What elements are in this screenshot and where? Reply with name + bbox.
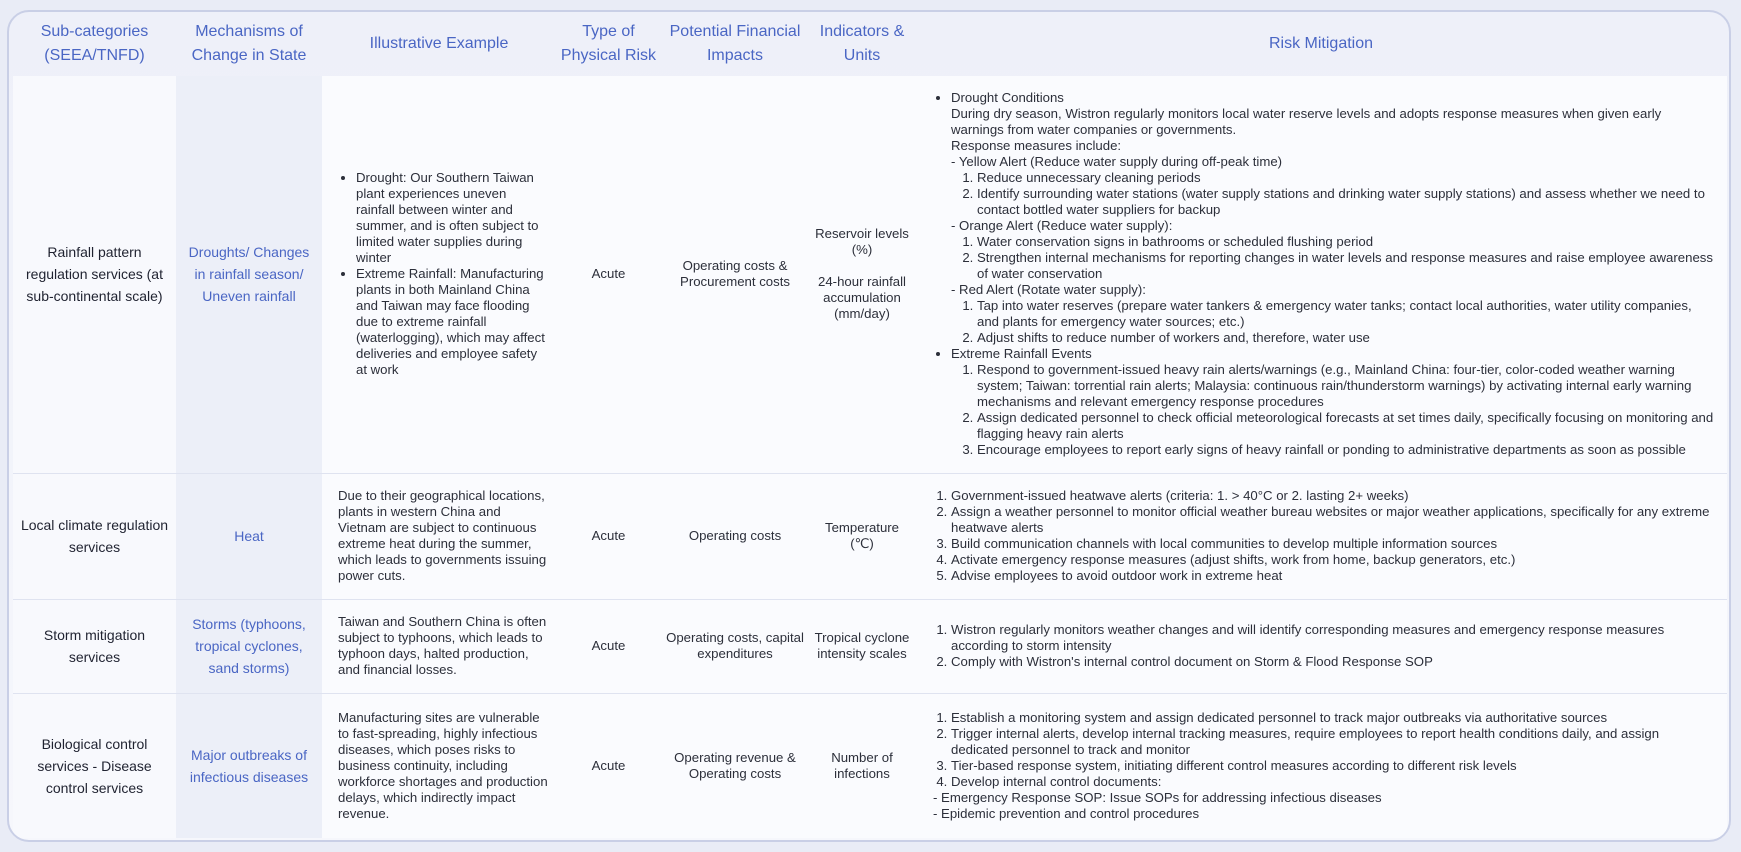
list-item <box>951 346 1717 458</box>
indicators-cell: Temperature (℃) <box>809 473 915 599</box>
table-row <box>13 693 1727 838</box>
list-item: 2. Assign dedicated personnel to check official meteorological forecasts at set times daily, specifically focusing on monitoring and flagging heavy rain alerts <box>977 410 1717 442</box>
mechanism-cell: Heat <box>176 473 322 599</box>
mitigation-cell <box>915 76 1727 473</box>
mitigation-cell <box>915 599 1727 693</box>
example-cell <box>322 76 556 473</box>
alert-measures <box>951 170 1717 218</box>
header-example: Illustrative Example <box>369 35 509 52</box>
rain-measures <box>951 362 1717 458</box>
subcategory-cell: Biological control services - Disease control services <box>13 693 176 838</box>
mitigation-list <box>933 488 1717 584</box>
risk-table <box>13 12 1727 838</box>
list-item: 1. Wistron regularly monitors weather changes and will identify corresponding measures and emergency response measures according to storm intensity <box>951 622 1717 654</box>
mitigation-text: Response measures include: <box>951 138 1122 154</box>
list-subitem: - Emergency Response SOP: Issue SOPs for addressing infectious diseases <box>933 789 1382 805</box>
alert-measures <box>951 234 1717 282</box>
subcategory-cell: Storm mitigation services <box>13 599 176 693</box>
table-row <box>13 76 1727 473</box>
list-item: 3. Encourage employees to report early signs of heavy rainfall or ponding to administrative departments as soon as possible <box>977 442 1717 458</box>
list-item: 2. Adjust shifts to reduce number of workers and, therefore, water use <box>977 330 1717 346</box>
header-mechanism: Mechanisms of Change in State <box>191 23 307 64</box>
mitigation-text: During dry season, Wistron regularly monitors local water reserve levels and adopts response measures when given early warnings from water companies or governments. <box>951 106 1662 138</box>
header-risk-type: Type of Physical Risk <box>560 23 657 64</box>
mechanism-cell: Major outbreaks of infectious diseases <box>176 693 322 838</box>
list-item: 2. Assign a weather personnel to monitor official weather bureau websites or major weather applications, specifically for any extreme heatwave alerts <box>951 504 1717 536</box>
financial-cell: Operating costs & Procurement costs <box>661 76 809 473</box>
alert-title: - Red Alert (Rotate water supply): <box>951 282 1146 298</box>
indicator-gap <box>813 258 911 274</box>
list-item: 3. Tier-based response system, initiating different control measures according to different risk levels <box>951 758 1717 774</box>
indicator-text: Reservoir levels (%) <box>815 226 909 258</box>
mechanism-cell: Storms (typhoons, tropical cyclones, sand storms) <box>176 599 322 693</box>
example-cell: Taiwan and Southern China is often subject to typhoons, which leads to typhoon days, halted production, and financial losses. <box>322 599 556 693</box>
header-subcategory: Sub-categories (SEEA/TNFD) <box>40 23 149 64</box>
mitigation-cell <box>915 693 1727 838</box>
alert-measures <box>951 298 1717 346</box>
list-item: 1. Reduce unnecessary cleaning periods <box>977 170 1717 186</box>
header-indicators: Indicators & Units <box>819 23 905 64</box>
mitigation-list <box>933 710 1717 822</box>
list-item <box>951 90 1717 346</box>
list-item: 1. Respond to government-issued heavy rain alerts/warnings (e.g., Mainland China: four-tier, color-coded weather warning system; Taiwan: torrential rain alerts; Malaysia: continuous rain/thunderstorm warnings) by activating internal early warning mechanisms and relevant emergency response procedures <box>977 362 1717 410</box>
list-item: 1. Establish a monitoring system and assign dedicated personnel to track major outbreaks via authoritative sources <box>951 710 1717 726</box>
list-item: 5. Advise employees to avoid outdoor work in extreme heat <box>951 568 1717 584</box>
list-item: 1. Tap into water reserves (prepare water tankers & emergency water tanks; contact local authorities, water utility companies, and plants for emergency water sources; etc.) <box>977 298 1717 330</box>
subcategory-cell: Local climate regulation services <box>13 473 176 599</box>
mitigation-cell <box>915 473 1727 599</box>
indicators-cell <box>809 76 915 473</box>
table-row <box>13 599 1727 693</box>
risk-type-cell: Acute <box>556 599 661 693</box>
list-item: 1. Government-issued heatwave alerts (criteria: 1. > 40°C or 2. lasting 2+ weeks) <box>951 488 1717 504</box>
example-cell: Manufacturing sites are vulnerable to fast-spreading, highly infectious diseases, which poses risks to business continuity, including workforce shortages and production delays, which indirectly impact revenue. <box>322 693 556 838</box>
financial-cell: Operating revenue & Operating costs <box>661 693 809 838</box>
mitigation-list <box>933 622 1717 670</box>
financial-cell: Operating costs <box>661 473 809 599</box>
financial-cell: Operating costs, capital expenditures <box>661 599 809 693</box>
risk-type-cell: Acute <box>556 76 661 473</box>
example-list <box>338 170 548 378</box>
mechanism-cell: Droughts/ Changes in rainfall season/ Uneven rainfall <box>176 76 322 473</box>
list-item: 2. Strengthen internal mechanisms for reporting changes in water levels and response measures and raise employee awareness of water conservation <box>977 250 1717 282</box>
indicator-text: 24-hour rainfall accumulation (mm/day) <box>818 274 906 322</box>
list-item: • Extreme Rainfall: Manufacturing plants in both Mainland China and Taiwan may face flooding due to extreme rainfall (waterlogging), which may affect deliveries and employee safety at work <box>356 266 548 378</box>
mitigation-heading: • Drought Conditions <box>951 90 1064 106</box>
header-financial: Potential Financial Impacts <box>669 23 801 64</box>
subcategory-cell: Rainfall pattern regulation services (at sub-continental scale) <box>13 76 176 473</box>
list-item: 2. Identify surrounding water stations (water supply stations and drinking water supply stations) and assess whether we need to contact bottled water suppliers for backup <box>977 186 1717 218</box>
list-item: 3. Build communication channels with local communities to develop multiple information sources <box>951 536 1717 552</box>
mitigation-list <box>933 90 1717 458</box>
indicators-cell: Number of infections <box>809 693 915 838</box>
table-frame <box>7 10 1731 842</box>
list-item-text: 4. Develop internal control documents: <box>951 773 1162 789</box>
risk-type-cell: Acute <box>556 473 661 599</box>
alert-title: - Orange Alert (Reduce water supply): <box>951 218 1173 234</box>
list-item: • Drought: Our Southern Taiwan plant experiences uneven rainfall between winter and summer, and is often subject to limited water supplies during winter <box>356 170 548 266</box>
list-subitem: - Epidemic prevention and control procedures <box>933 805 1200 821</box>
example-cell: Due to their geographical locations, plants in western China and Vietnam are subject to continuous extreme heat during the summer, which leads to governments issuing power cuts. <box>322 473 556 599</box>
list-item: 2. Trigger internal alerts, develop internal tracking measures, require employees to report health conditions daily, and assign dedicated personnel to track and monitor <box>951 726 1717 758</box>
list-item: 1. Water conservation signs in bathrooms or scheduled flushing period <box>977 234 1717 250</box>
table-row <box>13 473 1727 599</box>
alert-title: - Yellow Alert (Reduce water supply during off-peak time) <box>951 154 1283 170</box>
risk-type-cell: Acute <box>556 693 661 838</box>
header-mitigation: Risk Mitigation <box>1268 35 1374 52</box>
list-item: 4. Activate emergency response measures (adjust shifts, work from home, backup generators, etc.) <box>951 552 1717 568</box>
list-item: 2. Comply with Wistron's internal control document on Storm & Flood Response SOP <box>951 654 1717 670</box>
indicators-cell: Tropical cyclone intensity scales <box>809 599 915 693</box>
header-row <box>13 12 1727 76</box>
mitigation-heading: • Extreme Rainfall Events <box>951 346 1092 362</box>
list-item <box>933 773 1717 822</box>
